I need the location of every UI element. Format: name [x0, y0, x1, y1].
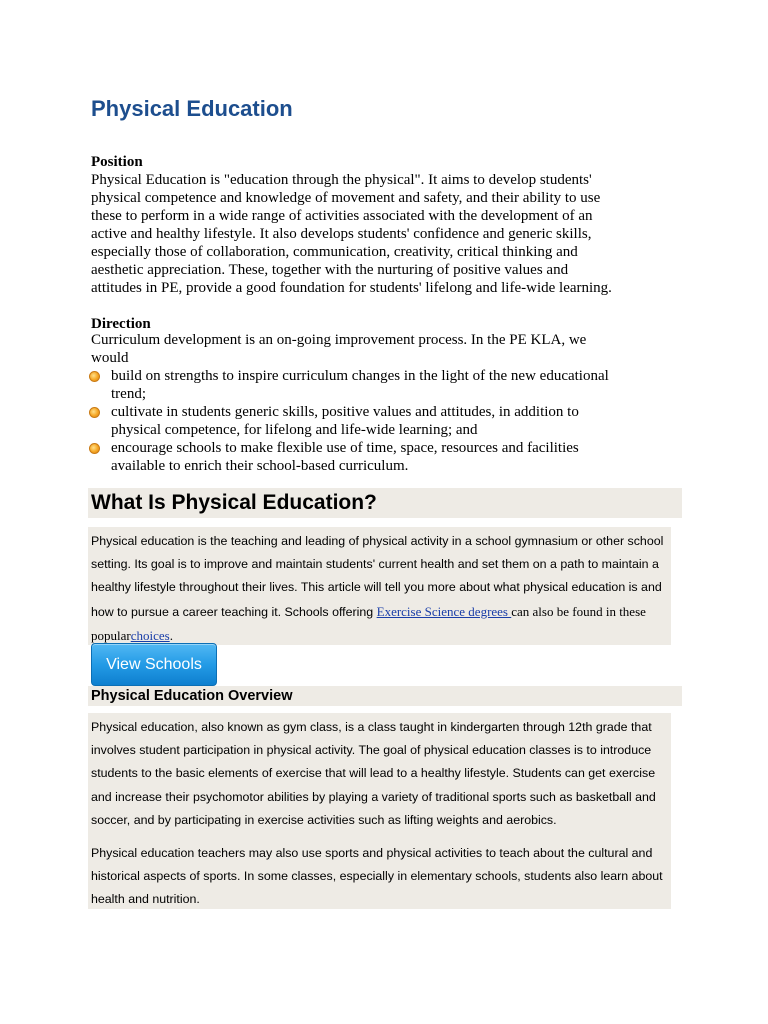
position-paragraph	[91, 171, 651, 297]
bullet-icon	[89, 407, 100, 418]
intro-text: Physical education is the teaching and leading of physical activity in a school gymnasium or other school setting. Its goal is to improve and maintain students' current health and set them on a path to maintain a healthy lifestyle throughout their lives. This article will tell you more about what physical education is and how to pursue a career teaching it. Schools offering	[91, 534, 664, 619]
overview-paragraph-2: Physical education teachers may also use sports and physical activities to teach about the cultural and historical aspects of sports. In some classes, especially in elementary schools, students also learn about health and nutrition.	[91, 846, 663, 907]
overview-box	[88, 713, 671, 909]
direction-heading: Direction	[91, 316, 151, 332]
bullet-line: encourage schools to make flexible use of time, space, resources and facilities	[111, 440, 579, 456]
intro-paragraph	[91, 530, 671, 648]
position-heading: Position	[91, 154, 143, 170]
view-schools-button[interactable]: View Schools	[91, 643, 217, 686]
intro-end: .	[169, 627, 173, 643]
bullet-line: trend;	[111, 386, 146, 402]
list-item	[89, 367, 629, 403]
list-item	[89, 403, 629, 439]
intro-box	[88, 527, 671, 645]
overview-heading: Physical Education Overview	[88, 686, 682, 706]
position-line: especially those of collaboration, communication, creativity, critical thinking and	[91, 244, 578, 260]
bullet-icon	[89, 443, 100, 454]
list-item	[89, 439, 629, 475]
bullet-line: physical competence, for lifelong and life-wide learning; and	[111, 422, 478, 438]
direction-bullet-list	[89, 367, 629, 475]
page-title: Physical Education	[91, 96, 293, 121]
bullet-icon	[89, 371, 100, 382]
position-line: attitudes in PE, provide a good foundation for students' lifelong and life-wide learning.	[91, 280, 612, 296]
direction-intro	[91, 331, 651, 367]
direction-intro-line: would	[91, 350, 129, 366]
position-line: Physical Education is "education through the physical". It aims to develop students'	[91, 172, 592, 188]
direction-intro-line: Curriculum development is an on-going improvement process. In the PE KLA, we	[91, 332, 587, 348]
intro-after-link: can also be found in these popular	[91, 603, 646, 643]
bullet-line: build on strengths to inspire curriculum changes in the light of the new educational	[111, 368, 609, 384]
position-line: these to perform in a wide range of activities associated with the development of an	[91, 208, 593, 224]
choices-link[interactable]: choices	[130, 627, 170, 643]
bullet-line: available to enrich their school-based curriculum.	[111, 458, 409, 474]
position-line: active and healthy lifestyle. It also develops students' confidence and generic skills,	[91, 226, 592, 242]
exercise-science-link[interactable]: Exercise Science degrees	[376, 603, 512, 619]
overview-paragraph-1: Physical education, also known as gym class, is a class taught in kindergarten through 12th grade that involves student participation in physical activity. The goal of physical education classes is to introduce students to the basic elements of exercise that will lead to a healthy lifestyle. Students can get exercise and increase their psychomotor abilities by playing a variety of traditional sports such as basketball and soccer, and by participating in exercise activities such as lifting weights and aerobics.	[91, 720, 656, 827]
position-line: aesthetic appreciation. These, together with the nurturing of positive values and	[91, 262, 569, 278]
article-heading: What Is Physical Education?	[88, 488, 682, 518]
position-line: physical competence and knowledge of movement and safety, and their ability to use	[91, 190, 601, 206]
bullet-line: cultivate in students generic skills, positive values and attitudes, in addition to	[111, 404, 579, 420]
